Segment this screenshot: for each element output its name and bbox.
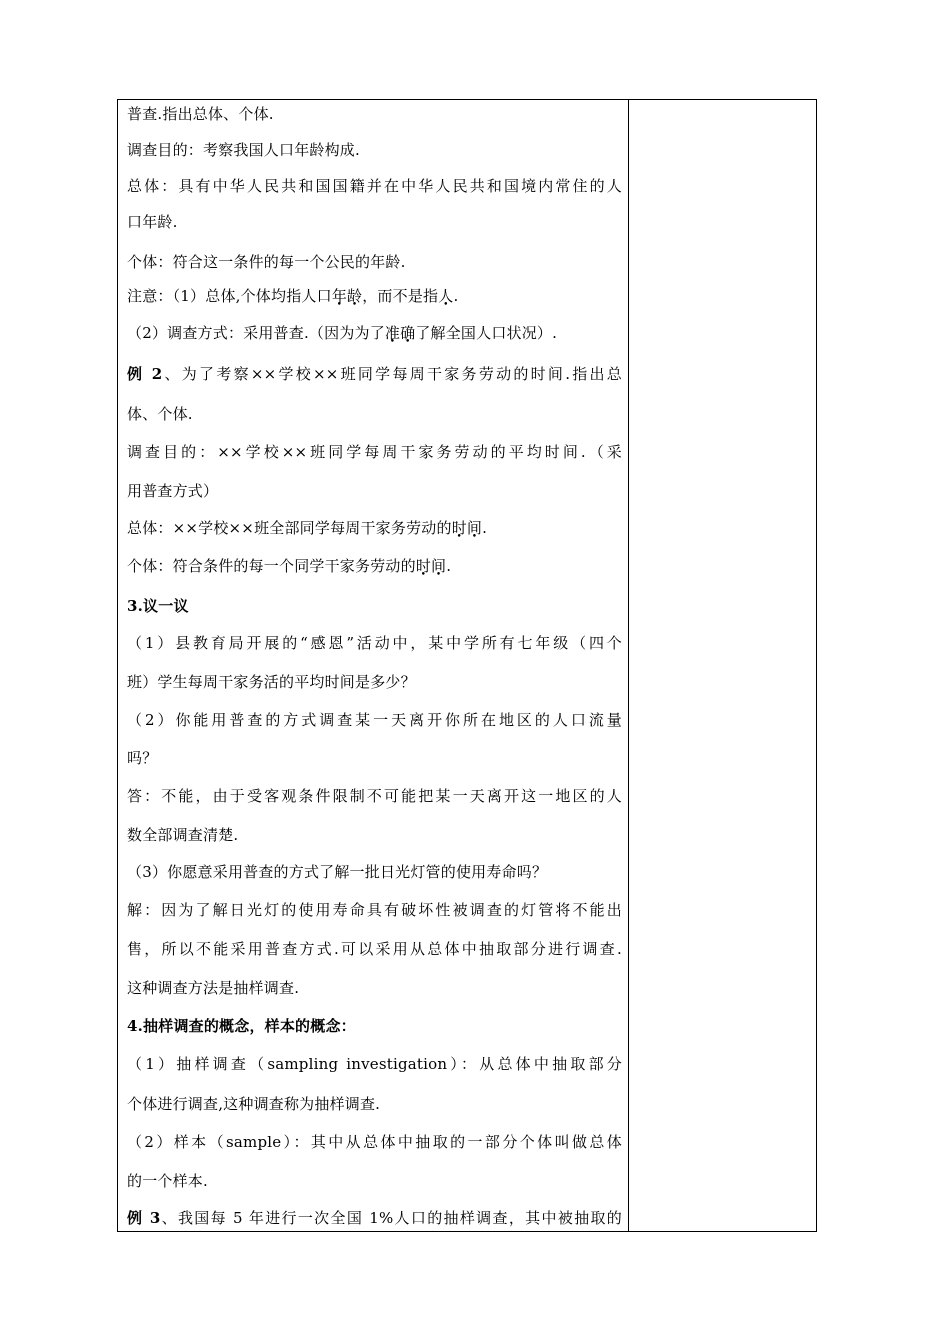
text-line: （1）抽样调查（sampling investigation）：从总体中抽取部分 [127,1055,622,1073]
example-label: 例 2 [127,365,163,383]
text-span: 了解全国人口状况）. [415,324,558,342]
text-line: 班）学生每周干家务活的平均时间是多少？ [127,673,416,691]
text-span: . [482,519,488,537]
text-line: 调查目的：考察我国人口年龄构成. [127,141,360,159]
emphasis-char: 年 [331,287,348,305]
text-line: 这种调查方法是抽样调查. [127,979,300,997]
text-span: （2）调查方式：采用普查.（因为为了 [127,324,385,342]
text-line: 吗？ [127,749,158,767]
text-line: 答：不能，由于受客观条件限制不可能把某一天离开这一地区的人 [127,787,622,805]
text-line [127,323,557,343]
text-line: （3）你愿意采用普查的方式了解一批日光灯管的使用寿命吗？ [127,863,548,881]
section-heading: 3.议一议 [127,597,189,615]
text-line: 调查目的：××学校××班同学每周干家务劳动的平均时间.（采 [127,443,622,461]
text-span: ，而不是指 [362,287,439,305]
example-heading-line [127,364,622,384]
emphasis-char: 准 [384,324,401,342]
text-line: 体、个体. [127,405,193,423]
text-line: （2）样本（sample）：其中从总体中抽取的一部分个体叫做总体 [127,1133,622,1151]
text-line [127,556,451,576]
text-line [127,518,487,538]
emphasis-char: 间 [431,557,447,575]
text-line: 普查.指出总体、个体. [127,105,274,123]
text-line: 售，所以不能采用普查方式.可以采用从总体中抽取部分进行调查. [127,940,622,958]
table-bottom-border [117,1231,817,1232]
text-line: 的一个样本. [127,1172,208,1190]
text-line [127,286,458,306]
text-line: 解：因为了解日光灯的使用寿命具有破坏性被调查的灯管将不能出 [127,901,622,919]
text-span: . [446,557,452,575]
text-span: 、为了考察××学校××班同学每周干家务劳动的时间.指出总 [162,365,622,383]
emphasis-char: 时 [415,557,432,575]
text-line: 个体：符合这一条件的每一个公民的年龄. [127,253,406,271]
text-span: 注意：（1）总体,个体均指人口 [127,287,332,305]
example-label: 例 3 [127,1209,161,1227]
text-line: 用普查方式） [127,482,219,500]
text-line: （1）县教育局开展的“感恩”活动中，某中学所有七年级（四个 [127,634,622,652]
emphasis-char: 确 [400,324,416,342]
emphasis-char: 人 [438,287,454,305]
text-line: 口年龄. [127,213,178,231]
column-divider [628,99,629,1232]
emphasis-char: 时 [451,519,467,537]
text-line: 数全部调查清楚. [127,826,239,844]
emphasis-char: 间 [466,519,483,537]
text-span: 、我国每 5 年进行一次全国 1%人口的抽样调查，其中被抽取的 [160,1209,622,1227]
text-line: 个体进行调查,这种调查称为抽样调查. [127,1095,381,1113]
example-heading-line [127,1208,622,1228]
emphasis-char: 龄 [347,287,363,305]
text-line: 总体：具有中华人民共和国国籍并在中华人民共和国境内常住的人 [127,177,622,195]
text-span: 总体：××学校××班全部同学每周干家务劳动的 [127,519,452,537]
text-line: （2）你能用普查的方式调查某一天离开你所在地区的人口流量 [127,711,622,729]
text-span: 个体：符合条件的每一个同学干家务劳动的 [127,557,416,575]
section-heading: 4.抽样调查的概念，样本的概念： [127,1017,356,1035]
text-span: . [453,287,459,305]
